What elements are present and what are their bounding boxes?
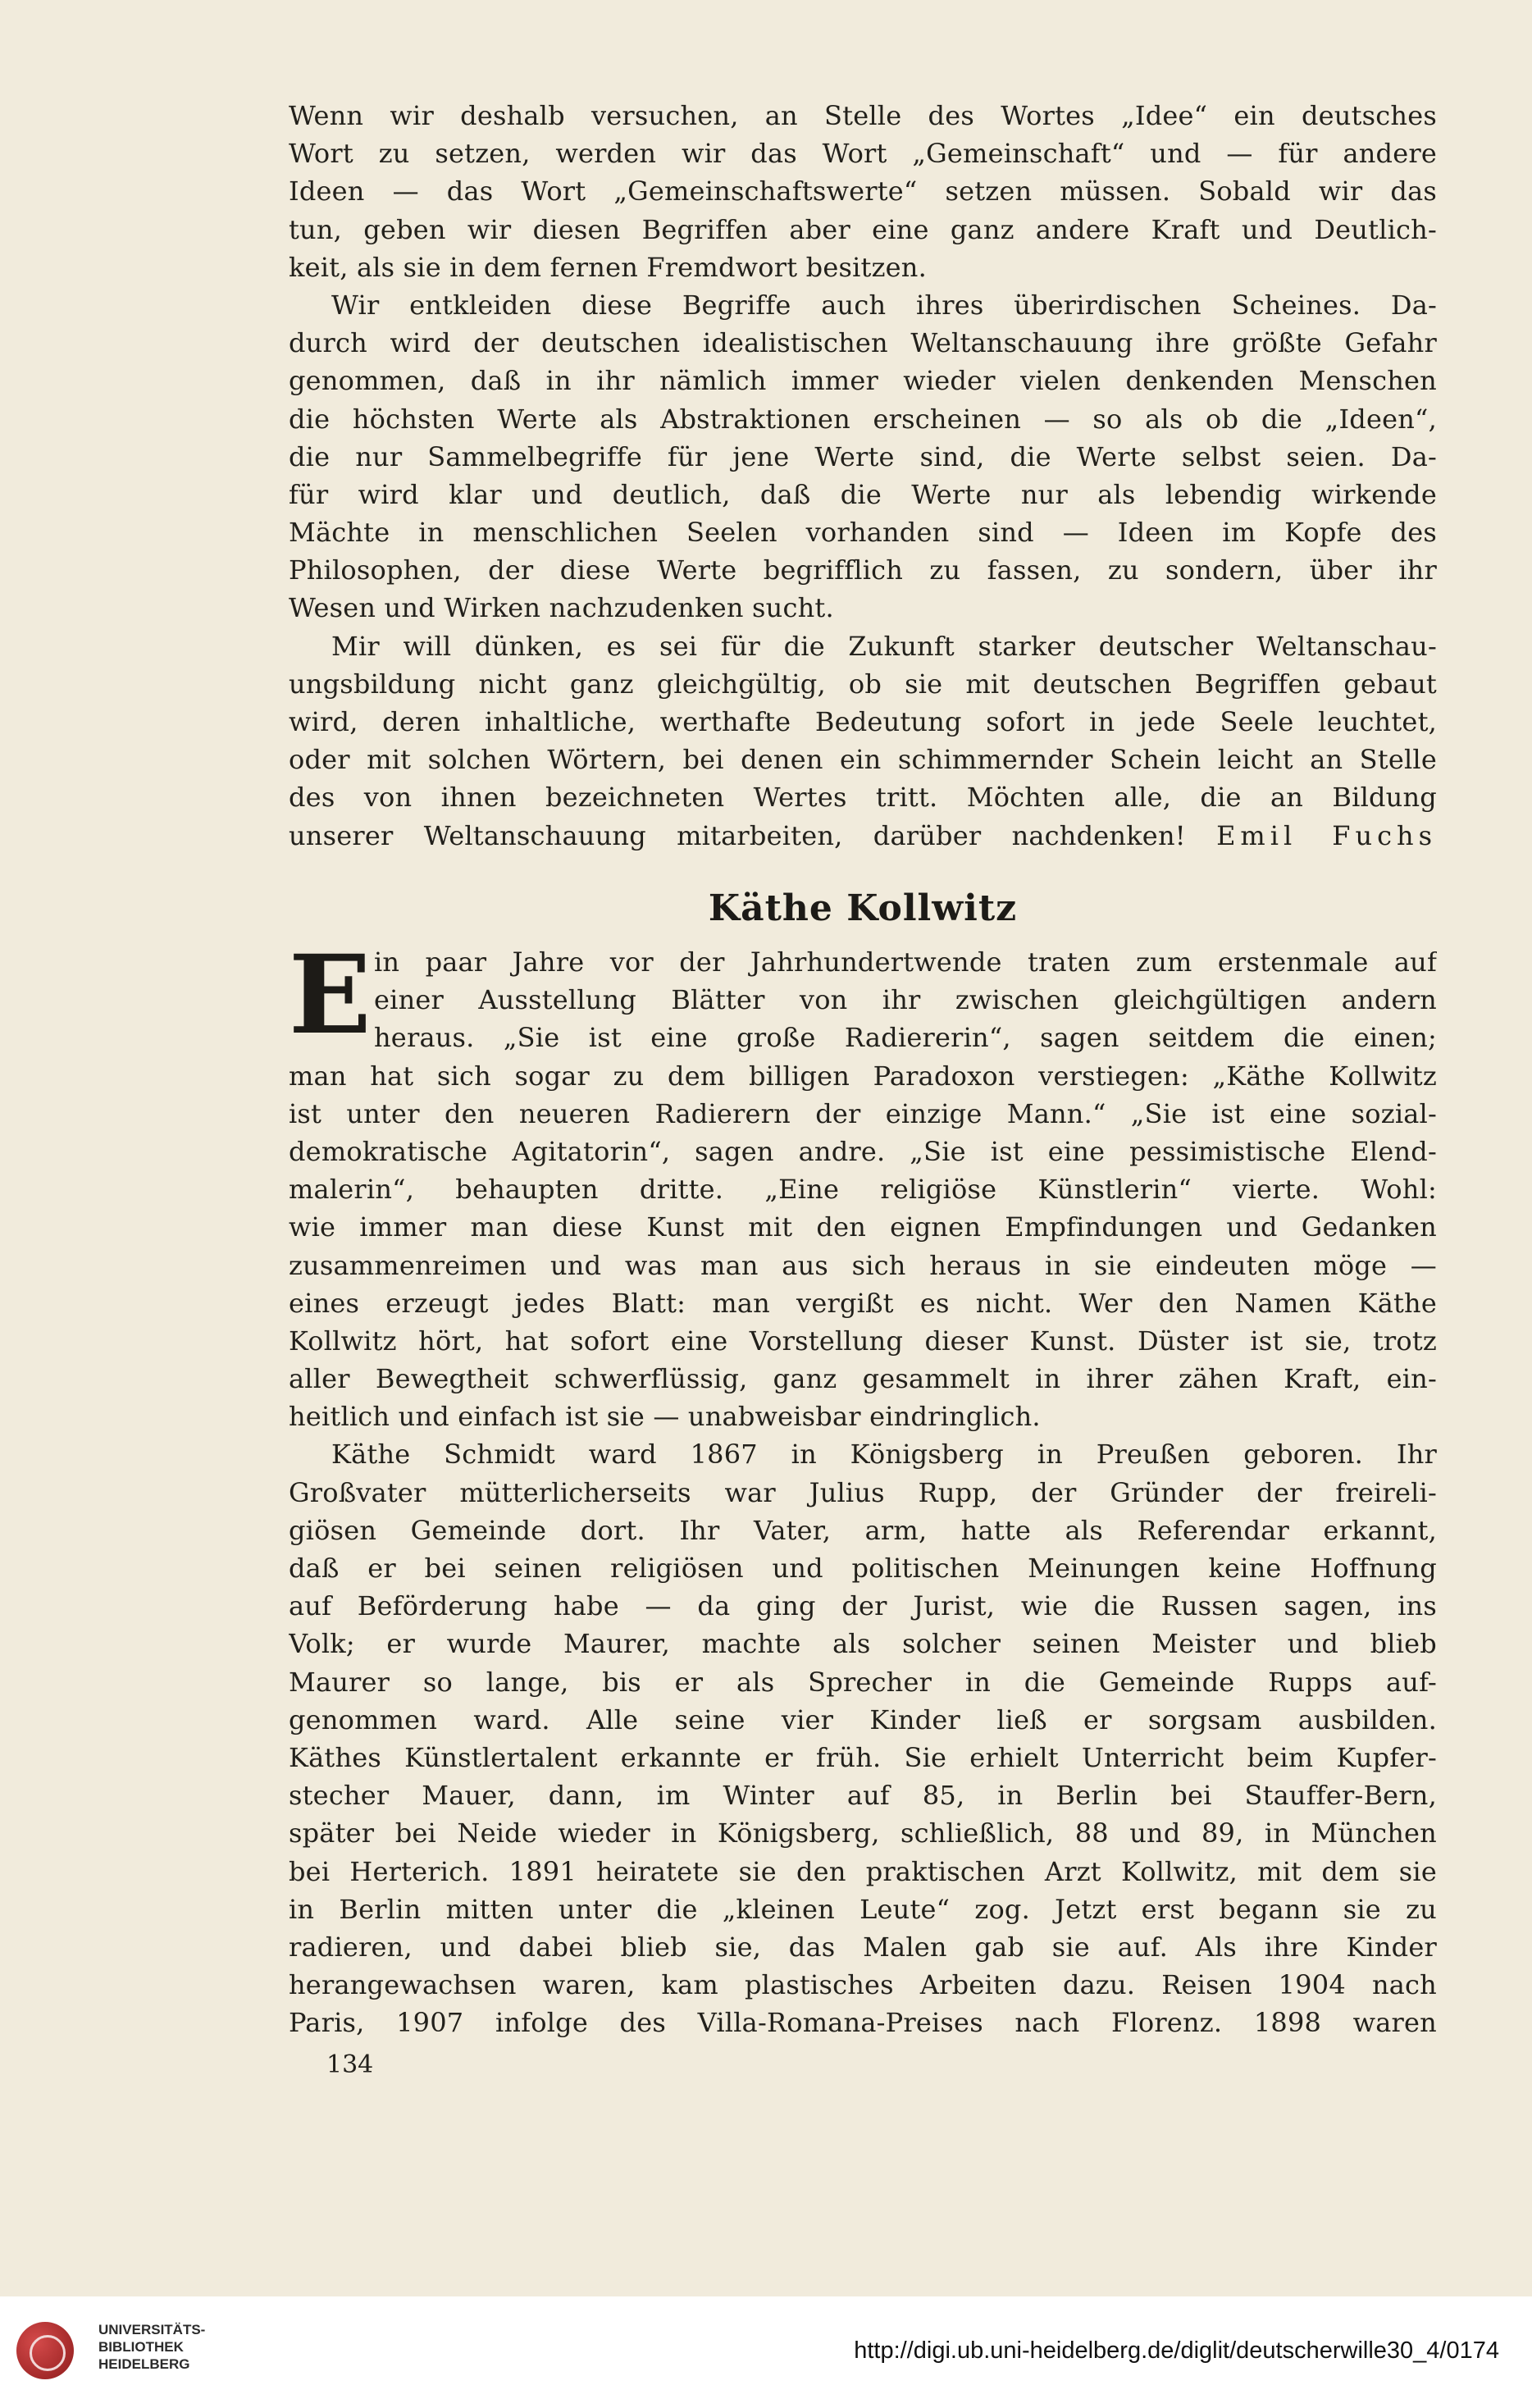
page-number: 134	[326, 2050, 374, 2079]
text-line: Wort zu setzen, werden wir das Wort „Gemeinschaft“ und — für andere	[289, 138, 1437, 170]
text-line: Wesen und Wirken nachzudenken sucht.	[289, 592, 834, 624]
library-logo	[16, 2310, 206, 2392]
library-seal-icon	[16, 2322, 74, 2379]
text-line: Mächte in menschlichen Seelen vorhanden sind — Ideen im Kopfe des	[289, 517, 1437, 549]
text-line: aller Bewegtheit schwerflüssig, ganz gesammelt in ihrer zähen Kraft, ein-	[289, 1363, 1437, 1395]
text-line: stecher Mauer, dann, im Winter auf 85, in Berlin bei Stauffer-Bern,	[289, 1780, 1437, 1812]
drop-cap: E	[289, 932, 372, 1059]
text-line: demokratische Agitatorin“, sagen andre. „Sie ist eine pessimistische Elend-	[289, 1135, 1437, 1167]
text-line: wird, deren inhaltliche, werthafte Bedeutung sofort in jede Seele leuchtet,	[289, 706, 1437, 737]
text-line: Kollwitz hört, hat sofort eine Vorstellung dieser Kunst. Düster ist sie, trotz	[289, 1325, 1437, 1357]
author-signature: Emil Fuchs	[1216, 819, 1437, 851]
text-line: auf Beförderung habe — da ging der Jurist, wie die Russen sagen, ins	[289, 1590, 1437, 1622]
text-line: Maurer so lange, bis er als Sprecher in die Gemeinde Rupps auf-	[289, 1666, 1437, 1698]
text-line: des von ihnen bezeichneten Wertes tritt. Möchten alle, die an Bildung	[289, 782, 1437, 814]
library-name-line: HEIDELBERG	[98, 2356, 190, 2372]
text-line: Paris, 1907 infolge des Villa-Romana-Preises nach Florenz. 1898 waren	[289, 2007, 1437, 2039]
article-body	[289, 932, 1437, 2041]
text-line: ungsbildung nicht ganz gleichgültig, ob sie mit deutschen Begriffen gebaut	[289, 668, 1437, 700]
article-heading: Käthe Kollwitz	[708, 887, 1018, 929]
text-line: Wir entkleiden diese Begriffe auch ihres überirdischen Scheines. Da-	[331, 289, 1437, 321]
text-line: wie immer man diese Kunst mit den eignen Empfindungen und Gedanken	[289, 1211, 1437, 1243]
text-line: Wenn wir deshalb versuchen, an Stelle des Wortes „Idee“ ein deutsches	[289, 100, 1437, 131]
text-line: Volk; er wurde Maurer, machte als solcher seinen Meister und blieb	[289, 1628, 1437, 1660]
text-line: herangewachsen waren, kam plastisches Arbeiten dazu. Reisen 1904 nach	[289, 1969, 1437, 2001]
text-line: ist unter den neueren Radierern der einzige Mann.“ „Sie ist eine sozial-	[289, 1097, 1437, 1129]
text-line: malerin“, behaupten dritte. „Eine religiöse Künstlerin“ vierte. Wohl:	[289, 1174, 1437, 1206]
article-continuation	[289, 97, 1437, 855]
text-line: in paar Jahre vor der Jahrhundertwende traten zum erstenmale auf	[374, 946, 1437, 978]
text-line: einer Ausstellung Blätter von ihr zwischen gleichgültigen andern	[374, 984, 1437, 1016]
text-line: die höchsten Werte als Abstraktionen erscheinen — so als ob die „Ideen“,	[289, 403, 1437, 435]
text-line: daß er bei seinen religiösen und politischen Meinungen keine Hoffnung	[289, 1553, 1437, 1584]
text-line: Philosophen, der diese Werte begrifflich zu fassen, zu sondern, über ihr	[289, 554, 1437, 586]
text-line: radieren, und dabei blieb sie, das Malen gab sie auf. Als ihre Kinder	[289, 1931, 1437, 1963]
text-line: Großvater mütterlicherseits war Julius Rupp, der Gründer der freireli-	[289, 1476, 1437, 1508]
text-line: giösen Gemeinde dort. Ihr Vater, arm, hatte als Referendar erkannt,	[289, 1514, 1437, 1546]
text-line: heitlich und einfach ist sie — unabweisbar eindringlich.	[289, 1401, 1041, 1433]
text-line: Ideen — das Wort „Gemeinschaftswerte“ setzen müssen. Sobald wir das	[289, 176, 1437, 208]
text-line: in Berlin mitten unter die „kleinen Leute“ zog. Jetzt erst begann sie zu	[289, 1893, 1437, 1925]
text-line: eines erzeugt jedes Blatt: man vergißt es nicht. Wer den Namen Käthe	[289, 1287, 1437, 1319]
text-line: oder mit solchen Wörtern, bei denen ein schimmernder Schein leicht an Stelle	[289, 744, 1437, 776]
text-line: heraus. „Sie ist eine große Radiererin“, sagen seitdem die einen;	[374, 1022, 1437, 1054]
text-line: Mir will dünken, es sei für die Zukunft starker deutscher Weltanschau-	[331, 630, 1437, 662]
text-line: man hat sich sogar zu dem billigen Paradoxon verstiegen: „Käthe Kollwitz	[289, 1060, 1437, 1092]
text-line-with-signature	[289, 817, 1437, 855]
text-line: für wird klar und deutlich, daß die Werte nur als lebendig wirkende	[289, 478, 1437, 510]
library-name-line: UNIVERSITÄTS-	[98, 2322, 206, 2337]
text-line: Käthe Schmidt ward 1867 in Königsberg in Preußen geboren. Ihr	[331, 1439, 1437, 1471]
text-line: später bei Neide wieder in Königsberg, schließlich, 88 und 89, in München	[289, 1817, 1437, 1849]
text-line: die nur Sammelbegriffe für jene Werte sind, die Werte selbst seien. Da-	[289, 440, 1437, 472]
text-line: genommen ward. Alle seine vier Kinder ließ er sorgsam ausbilden.	[289, 1703, 1437, 1735]
library-name	[98, 2321, 230, 2373]
text-line: bei Herterich. 1891 heiratete sie den praktischen Arzt Kollwitz, mit dem sie	[289, 1855, 1437, 1887]
text-line: zusammenreimen und was man aus sich heraus in sie eindeuten möge —	[289, 1249, 1437, 1281]
text-line: Käthes Künstlertalent erkannte er früh. Sie erhielt Unterricht beim Kupfer-	[289, 1741, 1437, 1773]
text-line: tun, geben wir diesen Begriffen aber eine ganz andere Kraft und Deutlich-	[289, 213, 1437, 245]
digitization-footer	[0, 2296, 1532, 2408]
text-line: unserer Weltanschauung mitarbeiten, darüber nachdenken!	[289, 819, 1186, 851]
source-url[interactable]: http://digi.ub.uni-heidelberg.de/diglit/deutscherwille30_4/0174	[854, 2337, 1499, 2364]
library-name-line: BIBLIOTHEK	[98, 2339, 184, 2355]
text-line: keit, als sie in dem fernen Fremdwort besitzen.	[289, 251, 927, 283]
text-line: durch wird der deutschen idealistischen Weltanschauung ihre größte Gefahr	[289, 327, 1437, 359]
text-line: genommen, daß in ihr nämlich immer wieder vielen denkenden Menschen	[289, 365, 1437, 397]
